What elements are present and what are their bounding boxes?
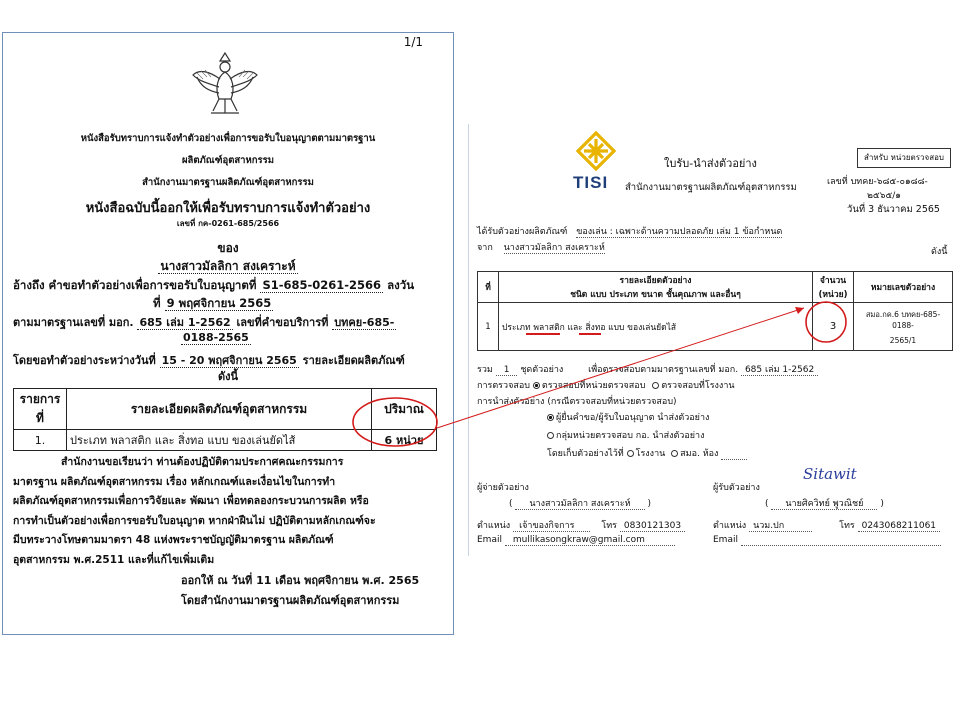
receiver-email-label: Email: [713, 535, 738, 545]
total-unit: ชุดตัวอย่าง: [520, 365, 564, 375]
row-quantity: 6 หน่วย: [372, 430, 437, 451]
row-detail: ประเภท พลาสติก และ สิ่งทอ แบบ ของเล่นยัดไส้: [499, 303, 813, 351]
col-item-header: รายการที่: [14, 389, 67, 430]
from-value: นางสาวมัลลิกา สงเคราะห์: [503, 243, 605, 253]
as-follows-right: ดังนี้: [931, 247, 948, 257]
number-value-2: ๒๕๖๕/๑: [867, 191, 902, 201]
of-label: ของ: [217, 241, 239, 255]
sender-email-label: Email: [477, 535, 502, 545]
row-number: 1: [478, 303, 499, 351]
delivery-label: การนำส่งตัวอย่าง (กรณีตรวจสอบที่หน่วยตรวจสอบ): [477, 397, 677, 407]
doc-number: เลขที่ กค-0261-685/2566: [176, 219, 280, 228]
quantity-highlight-circle: [353, 398, 437, 446]
issued-by: โดยสำนักงานมาตรฐานผลิตภัณฑ์อุตสาหกรรม: [181, 594, 400, 607]
standard-number: 685 เล่ม 1-2562: [139, 316, 231, 329]
reference-label: อ้างถึง คำขอทำตัวอย่างเพื่อการขอรับใบอนุญาตที่: [13, 278, 257, 292]
number-label: เลขที่: [827, 177, 848, 187]
standard-label: ตามมาตรฐานเลขที่ มอก.: [13, 316, 134, 329]
receiver-name: นายศิควิทย์ พูวณิชย์: [771, 499, 877, 510]
inspect-label: การตรวจสอบ: [477, 381, 530, 391]
service-number-part1: บทคย-685-: [334, 316, 395, 329]
receiver-label: ผู้รับตัวอย่าง: [713, 483, 760, 493]
collect-label: โดยเก็บตัวอย่างไว้ที่: [547, 449, 624, 459]
period-label: โดยขอทำตัวอย่างระหว่างวันที่: [13, 354, 156, 367]
period-suffix: รายละเอียดผลิตภัณฑ์: [302, 354, 405, 367]
receiver-tel-label: โทร: [839, 521, 855, 531]
as-follows-label: ดังนี้: [217, 370, 239, 383]
sender-email: mullikasongkraw@gmail.com: [505, 535, 675, 546]
issued-date: ออกให้ ณ วันที่ 11 เดือน พฤศจิกายน พ.ศ. 2565: [181, 574, 420, 587]
receiver-position: นวม.ปก: [749, 521, 812, 532]
doc-header-3: สำนักงานมาตรฐานผลิตภัณฑ์อุตสาหกรรม: [142, 177, 314, 188]
sender-tel: 0830121303: [620, 521, 685, 532]
collect-tisi-label: สมอ. ห้อง: [680, 449, 719, 459]
date-prefix: ที่: [153, 296, 161, 310]
sender-position: เจ้าของกิจการ: [513, 521, 590, 532]
date-value: 3 ธันวาคม 2565: [868, 204, 940, 215]
body-line: สำนักงานขอเรียนว่า ท่านต้องปฏิบัติตามประกาศคณะกรรมการ: [61, 456, 344, 468]
row-quantity: 3: [813, 303, 854, 351]
form-title: ใบรับ-นำส่งตัวอย่าง: [664, 157, 757, 170]
sender-label: ผู้จ่ายตัวอย่าง: [477, 483, 529, 493]
col-detail-header-2: ชนิด แบบ ประเภท ขนาด ชั้นคุณภาพ และอื่นๆ: [570, 290, 741, 300]
sample-quantity-highlight-circle: [806, 302, 846, 342]
sample-number-line-2: 2565/1: [889, 335, 917, 345]
col-no-header: ที่: [478, 272, 499, 303]
inspect-factory-label: ตรวจสอบที่โรงงาน: [661, 381, 735, 391]
service-label: เลขที่คำขอบริการที่: [236, 316, 329, 329]
col-qty-header: ปริมาณ: [372, 389, 437, 430]
annotation-arrow-line: [437, 308, 804, 428]
standard-value-right: 685 เล่ม 1-2562: [741, 365, 818, 376]
receiver-tel: 0243068211061: [858, 521, 940, 532]
dated-label: ลงวัน: [387, 278, 415, 292]
body-line: ผลิตภัณฑ์อุตสาหกรรมเพื่อการวิจัยและ พัฒนา เพื่อทดลองกระบวนการผลิต หรือ: [13, 495, 369, 507]
received-label: ได้รับตัวอย่างผลิตภัณฑ์: [477, 227, 568, 237]
sender-position-label: ตำแหน่ง: [477, 521, 511, 531]
body-line: การทำเป็นตัวอย่างเพื่อการขอรับใบอนุญาต หากฝ่าฝืนไม่ ปฏิบัติตามหลักเกณฑ์จะ: [13, 514, 376, 527]
number-value: บทคย-๖๘๕-๐๑๘๘-: [850, 177, 928, 187]
delivery-group-label: กลุ่มหน่วยตรวจสอบ กอ. นำส่งตัวอย่าง: [556, 431, 705, 441]
from-label: จาก: [477, 243, 493, 253]
for-office-box: สำหรับ หน่วยตรวจสอบ: [857, 148, 951, 168]
reference-date: 9 พฤศจิกายน 2565: [166, 296, 272, 310]
doc-title: หนังสือฉบับนี้ออกให้เพื่อรับทราบการแจ้งทำตัวอย่าง: [85, 201, 371, 216]
sender-name: นางสาวมัลลิกา สงเคราะห์: [515, 499, 644, 510]
col-qty-header-1: จำนวน: [819, 276, 847, 286]
doc-header-1: หนังสือรับทราบการแจ้งทำตัวอย่างเพื่อการขอรับใบอนุญาตตามมาตรฐาน: [80, 133, 376, 144]
tisi-logo-text: TISI: [573, 173, 609, 192]
applicant-name: นางสาวมัลลิกา สงเคราะห์: [160, 259, 296, 273]
date-label: วันที่: [847, 204, 866, 215]
col-sample-number-header: หมายเลขตัวอย่าง: [854, 272, 953, 303]
row-detail: ประเภท พลาสติก และ สิ่งทอ แบบ ของเล่นยัดไส้: [67, 430, 372, 451]
sender-tel-label: โทร: [601, 521, 617, 531]
sample-receipt-form: TISI ใบรับ-นำส่งตัวอย่าง สำนักงานมาตรฐานผลิตภัณฑ์อุตสาหกรรม สำหรับ หน่วยตรวจสอบ เลขที่ บทคย-๖๘๕-๐๑๘๘- ๒๕๖๕/๑ วันที่ 3 ธันวาคม 2565 ได้รับตัวอย่างผลิตภัณฑ์ ของเล่น : เฉพาะด้านความปลอดภัย เล่ม 1 ข้อกำหนด จาก นางสาวมัลลิกา สงเคราะห์ ดังนี้ ที่ รายละเอียดตัวอย่าง ชนิด แบบ ประเภท ขนาด ชั้นคุณภาพ และอื่นๆ จำนวน (หน่วย) หมายเลขตัวอย่าง 1 ประเภท พลาสติก และ สิ่งทอ แบบ ของเล่นยัดไส้ 3 สมอ.กค.6 บทคย-685-0188- 2565/1 รวม 1 ชุดตัวอย่าง เพื่อตรวจสอบตามมาตรฐานเลขที่ มอก. 685 เล่ม 1-2562 การตรวจสอบ ตรวจสอบที่หน่วยตรวจสอบ ตรวจสอบที่โรงงาน การนำส่งตัวอย่าง (กรณีตรวจสอบที่หน่วยตรวจสอบ) ผู้ยื่นคำขอ/ผู้รับใบอนุญาต นำส่งตัวอย่าง กลุ่มหน่วยตรวจสอบ กอ. นำส่งตัวอย่าง โดยเก็บตัวอย่างไว้ที่ โรงงาน สมอ. ห้อง ผู้จ่ายตัวอย่าง ผู้รับตัวอย่าง Sitawit ( นางสาวมัลลิกา สงเคราะห์ ) ( นายศิควิทย์ พูวณิชย์ ) ตำแหน่ง เจ้าของกิจการ โทร 0830121303 ตำแหน่ง นวม.ปก โทร 0243068211061 Email mullikasongkraw@gmail.com Email: [468, 124, 959, 556]
received-value: ของเล่น : เฉพาะด้านความปลอดภัย เล่ม 1 ข้อกำหนด: [576, 227, 783, 237]
standard-label-right: เพื่อตรวจสอบตามมาตรฐานเลขที่ มอก.: [588, 365, 739, 375]
service-number-part2: 0188-2565: [183, 331, 249, 344]
body-line: มาตรฐาน ผลิตภัณฑ์อุตสาหกรรม เรื่อง หลักเกณฑ์และเงื่อนไขในการทำ: [13, 475, 336, 488]
office-name: สำนักงานมาตรฐานผลิตภัณฑ์อุตสาหกรรม: [625, 182, 797, 193]
collect-factory-label: โรงงาน: [635, 449, 666, 459]
col-qty-header-2: (หน่วย): [818, 290, 848, 300]
sample-number-line-1: สมอ.กค.6 บทคย-685-0188-: [865, 309, 941, 330]
receiver-signature: Sitawit: [803, 465, 857, 483]
body-line: อุตสาหกรรม พ.ศ.2511 และที่แก้ไขเพิ่มเติม: [13, 553, 215, 566]
reference-number: S1-685-0261-2566: [262, 278, 382, 292]
row-number: 1.: [14, 430, 67, 451]
sample-period: 15 - 20 พฤศจิกายน 2565: [161, 354, 297, 367]
inspect-unit-label: ตรวจสอบที่หน่วยตรวจสอบ: [541, 381, 646, 391]
delivery-applicant-label: ผู้ยื่นคำขอ/ผู้รับใบอนุญาต นำส่งตัวอย่าง: [556, 413, 710, 423]
col-detail-header-1: รายละเอียดตัวอย่าง: [619, 276, 692, 286]
col-detail-header: รายละเอียดผลิตภัณฑ์อุตสาหกรรม: [67, 389, 372, 430]
total-value: 1: [496, 365, 518, 376]
total-label: รวม: [477, 365, 493, 375]
page-number: 1/1: [403, 35, 423, 49]
receiver-position-label: ตำแหน่ง: [713, 521, 747, 531]
body-line: มีบทระวางโทษตามมาตรา 48 แห่งพระราชบัญญัติมาตรฐาน ผลิตภัณฑ์: [13, 534, 334, 546]
doc-header-2: ผลิตภัณฑ์อุตสาหกรรม: [181, 155, 274, 166]
